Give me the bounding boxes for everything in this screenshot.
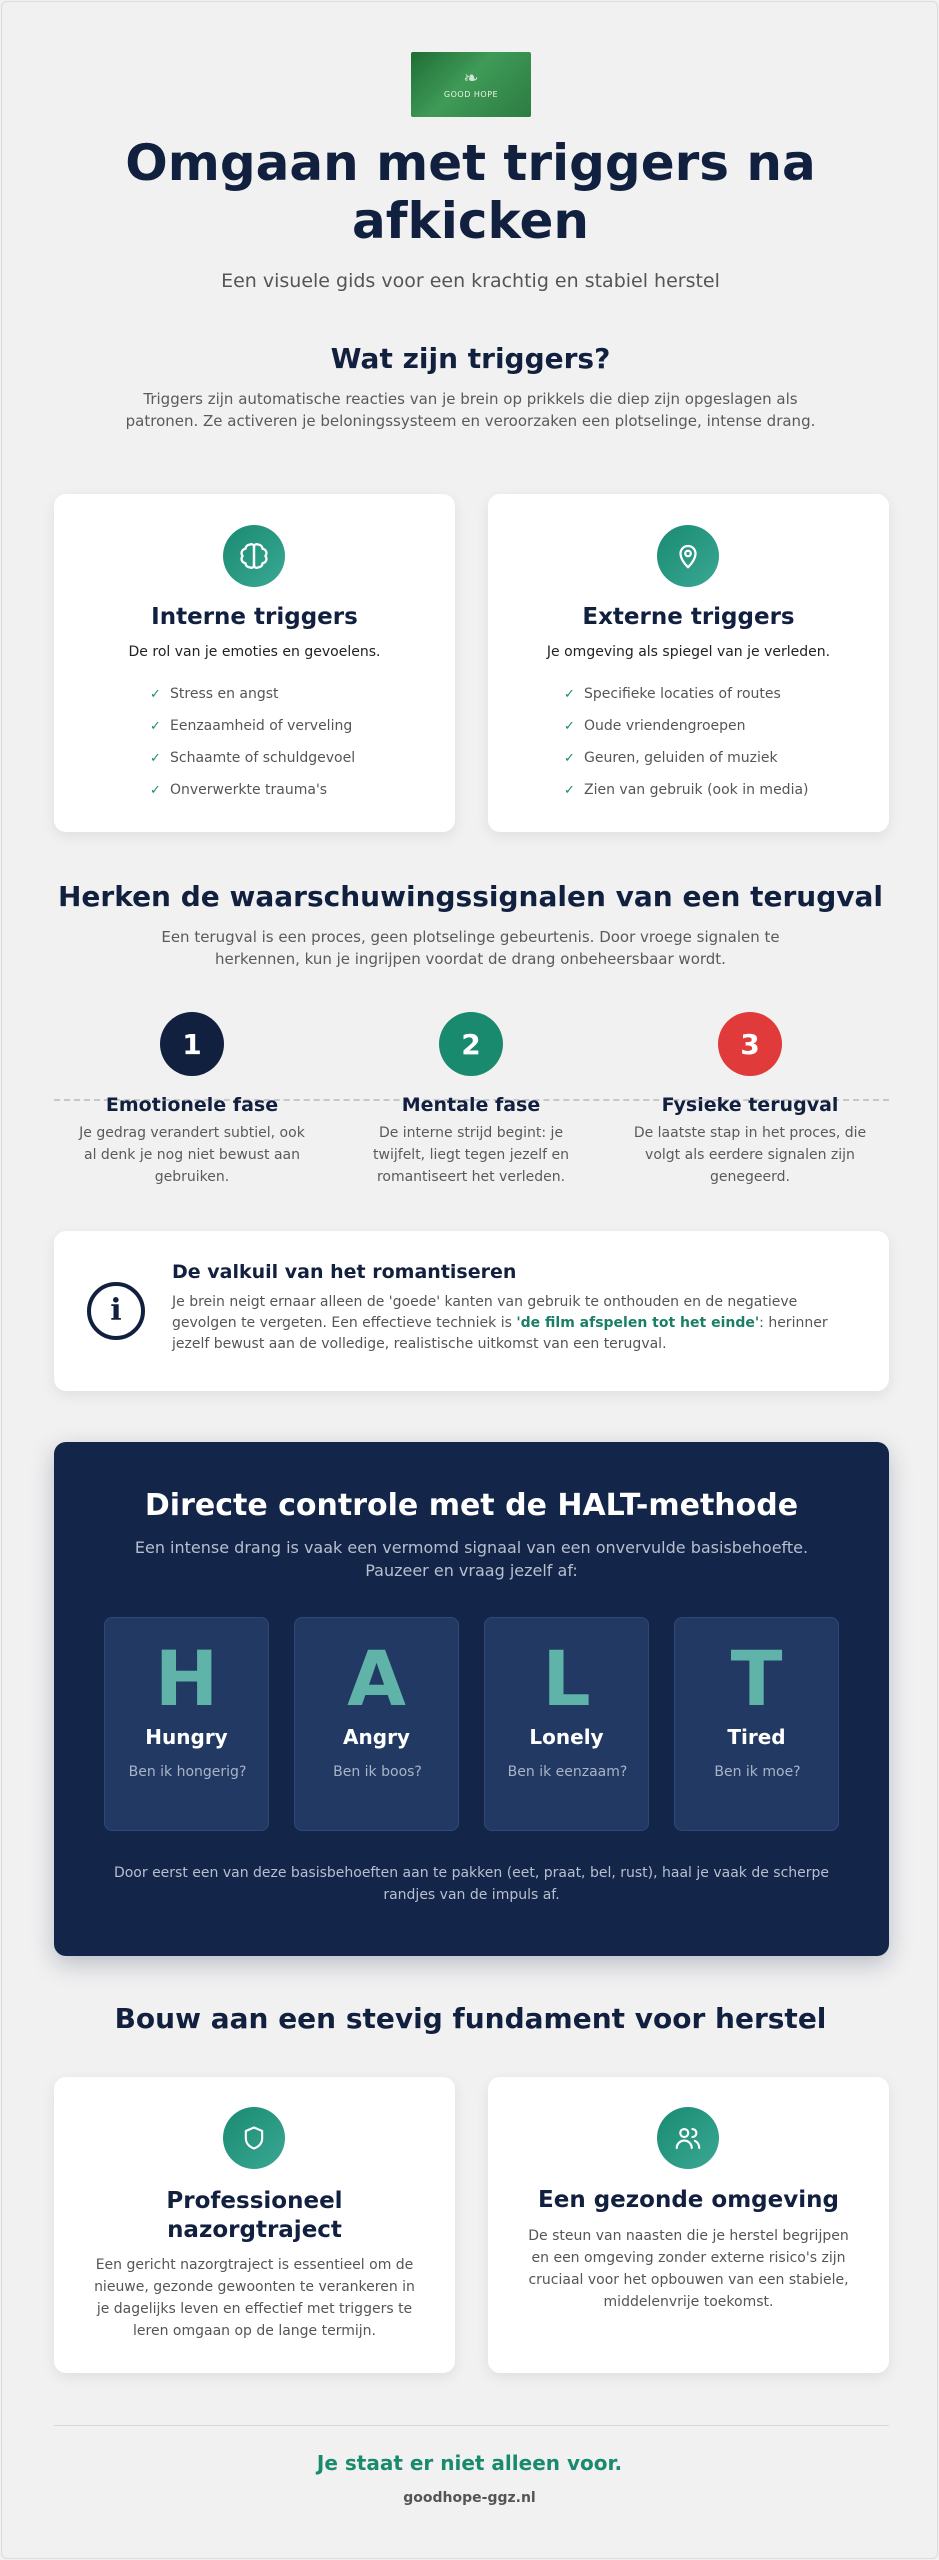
internal-triggers-subtitle: De rol van je emoties en gevoelens. [128,644,381,660]
halt-letter: T [730,1634,783,1723]
external-triggers-list [564,678,809,806]
environment-card [488,2077,889,2373]
shield-icon [223,2107,285,2169]
check-icon: ✓ [564,686,575,702]
halt-intro: Een intense drang is vaak een vermomd signaal van een onvervulde basisbehoefte. Pauzeer en vraag jezelf af: [134,1538,809,1580]
brain-icon [223,525,285,587]
signals-title: Herken de waarschuwingssignalen van een terugval [57,880,884,913]
pitfall-highlight: 'de film afspelen tot het einde' [516,1315,760,1331]
foundation-title: Bouw aan een stevig fundament voor herstel [114,2002,827,2035]
infographic-page [1,1,938,2559]
step-number: 1 [160,1012,224,1076]
aftercare-text: Een gericht nazorgtraject is essentieel om de nieuwe, gezonde gewoonten te verankeren in je dagelijks leven en effectief met triggers te leren omgaan op de lange termijn. [94,2257,415,2339]
list-item: ✓ Eenzaamheid of verveling [150,718,353,734]
list-item: ✓ Schaamte of schuldgevoel [150,750,356,766]
list-item: ✓ Oude vriendengroepen [564,718,746,734]
internal-triggers-list [150,678,355,806]
logo-text: GOOD HOPE [443,90,499,99]
check-icon: ✓ [150,782,161,798]
check-icon: ✓ [150,750,161,766]
check-icon: ✓ [564,750,575,766]
list-item: ✓ Onverwerkte trauma's [150,782,328,798]
halt-question: Ben ik boos? [333,1764,422,1780]
triggers-intro: Triggers zijn automatische reacties van je brein op prikkels die diep zijn opgeslagen als patronen. Ze activeren je beloningssysteem en veroorzaken een plotselinge, intense drang. [125,390,816,430]
environment-title: Een gezonde omgeving [538,2187,839,2213]
step-text: Je gedrag verandert subtiel, ook al denk je nog niet bewust aan gebruiken. [79,1125,305,1185]
halt-question: Ben ik eenzaam? [507,1764,628,1780]
check-icon: ✓ [564,718,575,734]
page-subtitle: Een visuele gids voor een krachtig en stabiel herstel [221,270,720,292]
list-item: ✓ Specifieke locaties of routes [564,686,781,702]
halt-word: Angry [343,1725,410,1749]
footer-divider [54,2425,889,2426]
list-item: ✓ Stress en angst [150,686,279,702]
list-item: ✓ Zien van gebruik (ook in media) [564,782,809,798]
check-icon: ✓ [150,718,161,734]
halt-word: Lonely [529,1725,604,1749]
halt-footer: Door eerst een van deze basisbehoeften aan te pakken (eet, praat, bel, rust), haal je vaak de scherpe randjes van de impuls af. [113,1865,830,1903]
step-title: Mentale fase [401,1094,541,1116]
footer-website-link[interactable]: goodhope-ggz.nl [403,2490,536,2506]
signals-intro: Een terugval is een proces, geen plotselinge gebeurtenis. Door vroege signalen te herkennen, kun je ingrijpen voordat de drang onbeheersbaar wordt. [161,928,780,968]
users-icon [657,2107,719,2169]
footer-tagline: Je staat er niet alleen voor. [316,2451,623,2475]
halt-section [54,1442,889,1956]
check-icon: ✓ [150,686,161,702]
external-triggers-subtitle: Je omgeving als spiegel van je verleden. [546,644,831,660]
pitfall-callout [54,1231,889,1391]
pitfall-title: De valkuil van het romantiseren [172,1261,517,1283]
halt-card-hungry [104,1617,269,1831]
halt-word: Hungry [145,1725,228,1749]
halt-title: Directe controle met de HALT-methode [144,1488,799,1523]
halt-word: Tired [727,1725,786,1749]
halt-card-tired [674,1617,839,1831]
environment-text: De steun van naasten die je herstel begrijpen en een omgeving zonder externe risico's zijn cruciaal voor het opbouwen van een stabiele, middelenvrije toekomst. [528,2228,849,2310]
pitfall-text: Je brein neigt ernaar alleen de 'goede' kanten van gebruik te onthouden en de negatieve gevolgen te vergeten. Een effectieve techniek is 'de film afspelen tot het einde': herinner jezelf bewust aan de volledige, realistische uitkomst van een terugval. [172,1294,828,1352]
halt-letter: A [347,1634,406,1723]
external-triggers-title: Externe triggers [582,604,795,630]
list-item: ✓ Geuren, geluiden of muziek [564,750,778,766]
internal-triggers-title: Interne triggers [151,604,358,630]
aftercare-card [54,2077,455,2373]
step-number: 3 [718,1012,782,1076]
info-icon: i [87,1282,145,1340]
triggers-title: Wat zijn triggers? [330,342,611,375]
halt-question: Ben ik hongerig? [128,1764,247,1780]
step-number: 2 [439,1012,503,1076]
halt-letter: H [154,1634,219,1723]
good-hope-logo [411,52,531,117]
location-pin-icon [657,525,719,587]
halt-question: Ben ik moe? [714,1764,801,1780]
halt-letter: L [542,1634,591,1723]
logo-mark-icon: ❧ [463,68,479,89]
step-title: Emotionele fase [105,1094,279,1116]
page-title: Omgaan met triggers na afkicken [125,134,816,250]
external-triggers-card [488,494,889,832]
step-text: De laatste stap in het proces, die volgt als eerdere signalen zijn genegeerd. [633,1125,867,1185]
check-icon: ✓ [564,782,575,798]
halt-card-angry [294,1617,459,1831]
step-title: Fysieke terugval [661,1094,839,1116]
aftercare-title: Professioneel nazorgtraject [166,2188,343,2243]
internal-triggers-card [54,494,455,832]
halt-card-lonely [484,1617,649,1831]
step-text: De interne strijd begint: je twijfelt, liegt tegen jezelf en romantiseert het verleden. [373,1125,569,1185]
